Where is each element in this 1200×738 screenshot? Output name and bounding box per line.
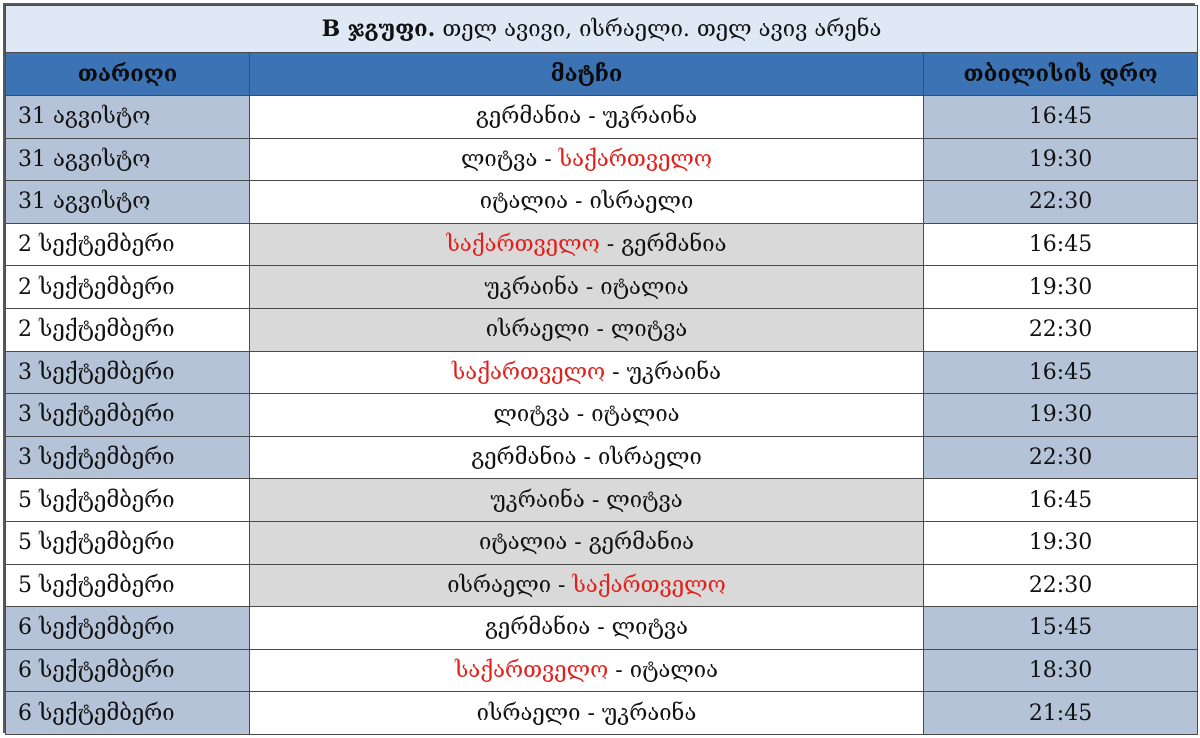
match-separator: - xyxy=(581,104,603,130)
away-team: ისრაელი xyxy=(597,445,702,471)
match-cell xyxy=(250,266,924,309)
match-date: 31 აგვისტო xyxy=(6,96,250,139)
away-team: საქართველო xyxy=(558,146,713,172)
match-date: 3 სექტემბერი xyxy=(6,436,250,479)
away-team: უკრაინა xyxy=(601,700,697,726)
match-time: 15:45 xyxy=(924,607,1198,650)
away-team: უკრაინა xyxy=(626,359,722,385)
match-date: 5 სექტემბერი xyxy=(6,564,250,607)
match-time: 19:30 xyxy=(924,521,1198,564)
match-separator: - xyxy=(590,615,612,641)
table-row xyxy=(6,96,1198,139)
match-time: 19:30 xyxy=(924,138,1198,181)
match-cell xyxy=(250,607,924,650)
match-separator: - xyxy=(580,700,602,726)
home-team: იტალია xyxy=(478,530,568,556)
home-team: საქართველო xyxy=(454,658,609,684)
home-team: საქართველო xyxy=(451,359,606,385)
table-row xyxy=(6,223,1198,266)
match-cell xyxy=(250,308,924,351)
match-cell xyxy=(250,181,924,224)
match-separator: - xyxy=(589,317,611,343)
home-team: გერმანია xyxy=(484,615,591,641)
table-row xyxy=(6,649,1198,692)
home-team: ლიტვა xyxy=(493,402,570,428)
header-row xyxy=(6,53,1198,96)
home-team: გერმანია xyxy=(471,445,577,471)
away-team: ლიტვა xyxy=(610,317,688,343)
match-cell xyxy=(250,96,924,139)
away-team: ისრაელი xyxy=(589,189,694,215)
match-date: 2 სექტემბერი xyxy=(6,266,250,309)
home-team: საქართველო xyxy=(446,232,600,258)
home-team: იტალია xyxy=(479,189,569,215)
match-separator: - xyxy=(567,530,589,556)
away-team: ლიტვა xyxy=(606,487,683,513)
table-row xyxy=(6,521,1198,564)
match-date: 31 აგვისტო xyxy=(6,181,250,224)
table-row xyxy=(6,564,1198,607)
match-time: 18:30 xyxy=(924,649,1198,692)
table-row xyxy=(6,181,1198,224)
away-team: ლიტვა xyxy=(611,615,689,641)
match-separator: - xyxy=(576,445,598,471)
match-date: 3 სექტემბერი xyxy=(6,394,250,437)
match-cell xyxy=(250,351,924,394)
schedule-frame xyxy=(3,3,1195,733)
match-time: 16:45 xyxy=(924,351,1198,394)
match-time: 22:30 xyxy=(924,308,1198,351)
table-row xyxy=(6,266,1198,309)
match-date: 2 სექტემბერი xyxy=(6,223,250,266)
match-separator: - xyxy=(584,487,607,513)
match-separator: - xyxy=(578,274,601,300)
home-team: გერმანია xyxy=(475,104,582,130)
table-row xyxy=(6,138,1198,181)
match-time: 22:30 xyxy=(924,181,1198,224)
column-header-time: თბილისის დრო xyxy=(924,53,1198,96)
match-time: 22:30 xyxy=(924,436,1198,479)
match-date: 3 სექტემბერი xyxy=(6,351,250,394)
match-cell xyxy=(250,479,924,522)
venue-label: თელ ავივი, ისრაელი. თელ ავივ არენა xyxy=(442,17,882,42)
match-separator: - xyxy=(551,572,573,598)
away-team: იტალია xyxy=(600,274,689,300)
home-team: ისრაელი xyxy=(476,700,581,726)
match-date: 6 სექტემბერი xyxy=(6,607,250,650)
match-date: 6 სექტემბერი xyxy=(6,692,250,735)
table-row xyxy=(6,479,1198,522)
match-separator: - xyxy=(599,232,622,258)
match-separator: - xyxy=(608,658,630,684)
match-cell xyxy=(250,436,924,479)
away-team: გერმანია xyxy=(621,232,727,258)
away-team: იტალია xyxy=(629,658,719,684)
match-date: 5 სექტემბერი xyxy=(6,479,250,522)
table-row xyxy=(6,692,1198,735)
match-date: 5 სექტემბერი xyxy=(6,521,250,564)
table-title xyxy=(6,6,1198,53)
home-team: უკრაინა xyxy=(490,487,585,513)
match-time: 16:45 xyxy=(924,223,1198,266)
table-row xyxy=(6,308,1198,351)
column-header-match: მატჩი xyxy=(250,53,924,96)
title-row xyxy=(6,6,1198,53)
match-separator: - xyxy=(568,189,590,215)
away-team: უკრაინა xyxy=(602,104,698,130)
match-cell xyxy=(250,223,924,266)
home-team: ლიტვა xyxy=(460,146,538,172)
match-time: 21:45 xyxy=(924,692,1198,735)
match-cell xyxy=(250,692,924,735)
table-row xyxy=(6,607,1198,650)
schedule-table xyxy=(5,5,1198,735)
column-header-date: თარიღი xyxy=(6,53,250,96)
match-time: 19:30 xyxy=(924,394,1198,437)
away-team: იტალია xyxy=(591,402,680,428)
match-time: 16:45 xyxy=(924,479,1198,522)
match-time: 16:45 xyxy=(924,96,1198,139)
match-cell xyxy=(250,564,924,607)
match-date: 6 სექტემბერი xyxy=(6,649,250,692)
match-date: 2 სექტემბერი xyxy=(6,308,250,351)
match-separator: - xyxy=(569,402,592,428)
schedule-body xyxy=(6,6,1198,735)
table-row xyxy=(6,394,1198,437)
match-date: 31 აგვისტო xyxy=(6,138,250,181)
match-cell xyxy=(250,138,924,181)
match-time: 19:30 xyxy=(924,266,1198,309)
table-row xyxy=(6,351,1198,394)
match-cell xyxy=(250,394,924,437)
away-team: გერმანია xyxy=(588,530,695,556)
home-team: უკრაინა xyxy=(484,274,579,300)
away-team: საქართველო xyxy=(572,572,726,598)
match-time: 22:30 xyxy=(924,564,1198,607)
group-label: B ჯგუფი. xyxy=(321,16,436,42)
home-team: ისრაელი xyxy=(485,317,590,343)
match-cell xyxy=(250,521,924,564)
table-row xyxy=(6,436,1198,479)
home-team: ისრაელი xyxy=(447,572,552,598)
match-separator: - xyxy=(537,146,559,172)
match-separator: - xyxy=(605,359,627,385)
match-cell xyxy=(250,649,924,692)
